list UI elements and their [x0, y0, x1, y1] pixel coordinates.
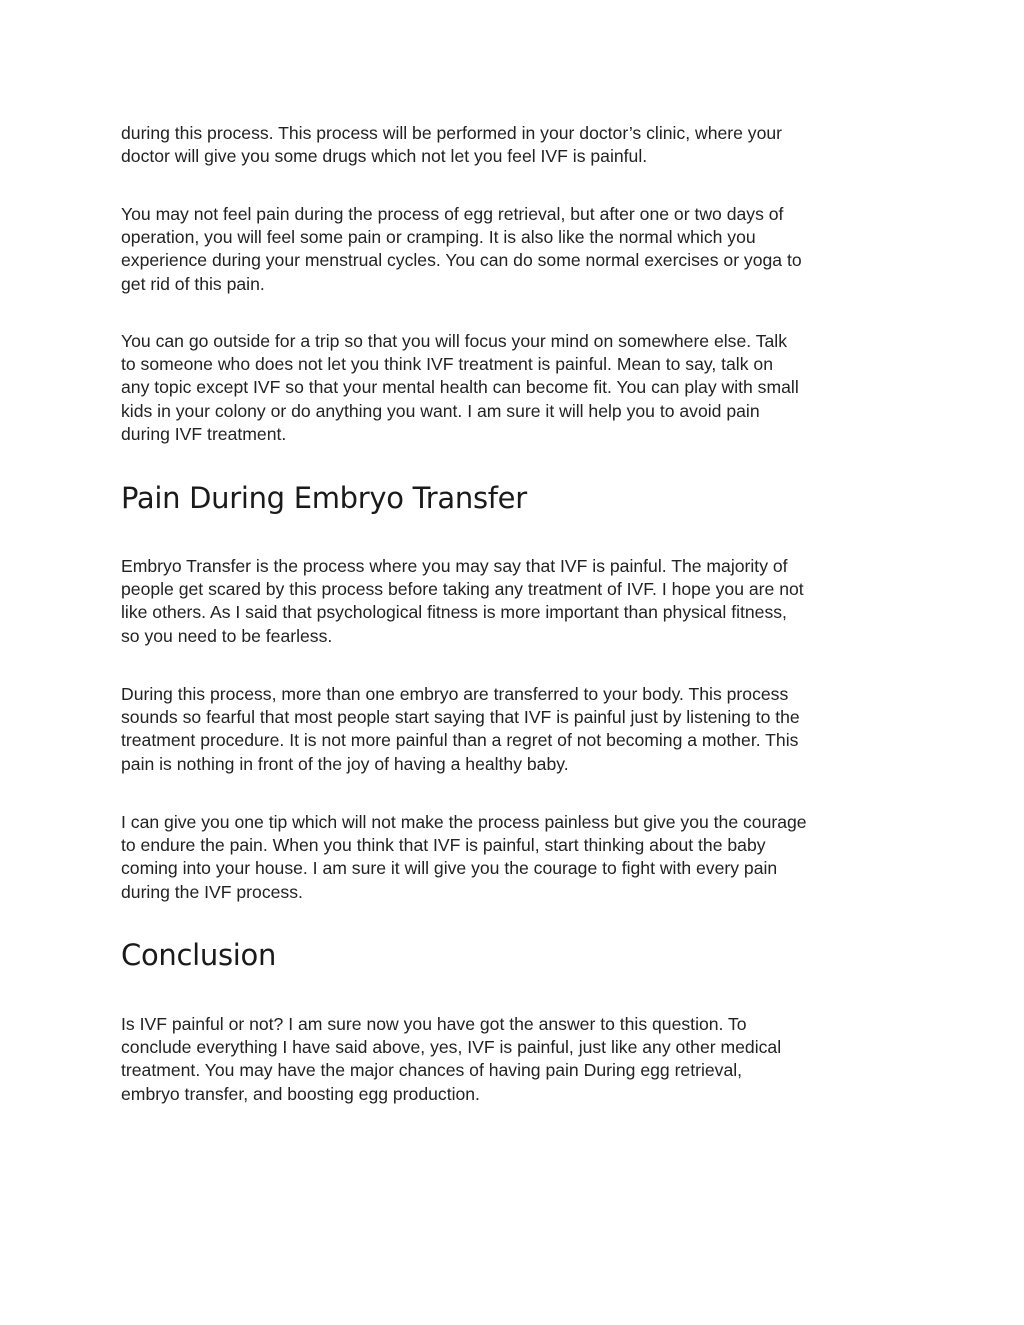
heading-pain-during-embryo-transfer: Pain During Embryo Transfer [121, 481, 527, 515]
paragraph-embryo-transfer-tip: I can give you one tip which will not make the process painless but give you the courage to endure the pain. When you think that IVF is painful, start thinking about the baby coming into your house. I am sure it will give you the courage to fight with every pain during the IVF process. [121, 812, 807, 902]
paragraph-anesthesia: during this process. This process will be performed in your doctor’s clinic, where your doctor will give you some drugs which not let you feel IVF is painful. [121, 123, 783, 167]
paragraph-conclusion: Is IVF painful or not? I am sure now you have got the answer to this question. To conclude everything I have said above, yes, IVF is painful, just like any other medical treatment. You may have the major chances of having pain During egg retrieval, embryo transfer, and boosting egg production. [121, 1014, 782, 1104]
paragraph-egg-retrieval-pain: You may not feel pain during the process of egg retrieval, but after one or two days of operation, you will feel some pain or cramping. It is also like the normal which you experience during your menstrual cycles. You can do some normal exercises or yoga to get rid of this pain. [121, 204, 802, 294]
paragraph-embryo-transfer-process: During this process, more than one embryo are transferred to your body. This process sounds so fearful that most people start saying that IVF is painful just by listening to the treatment procedure. It is not more painful than a regret of not becoming a mother. This pain is nothing in front of the joy of having a healthy baby. [121, 684, 800, 774]
paragraph-embryo-transfer-intro: Embryo Transfer is the process where you may say that IVF is painful. The majority of people get scared by this process before taking any treatment of IVF. I hope you are not like others. As I said that psychological fitness is more important than physical fitness, so you need to be fearless. [121, 556, 804, 646]
heading-conclusion: Conclusion [121, 938, 277, 972]
paragraph-distraction-tips: You can go outside for a trip so that you will focus your mind on somewhere else. Talk to someone who does not let you think IVF treatment is painful. Mean to say, talk on any topic except IVF so that your mental health can become fit. You can play with small kids in your colony or do anything you want. I am sure it will help you to avoid pain during IVF treatment. [121, 331, 799, 444]
